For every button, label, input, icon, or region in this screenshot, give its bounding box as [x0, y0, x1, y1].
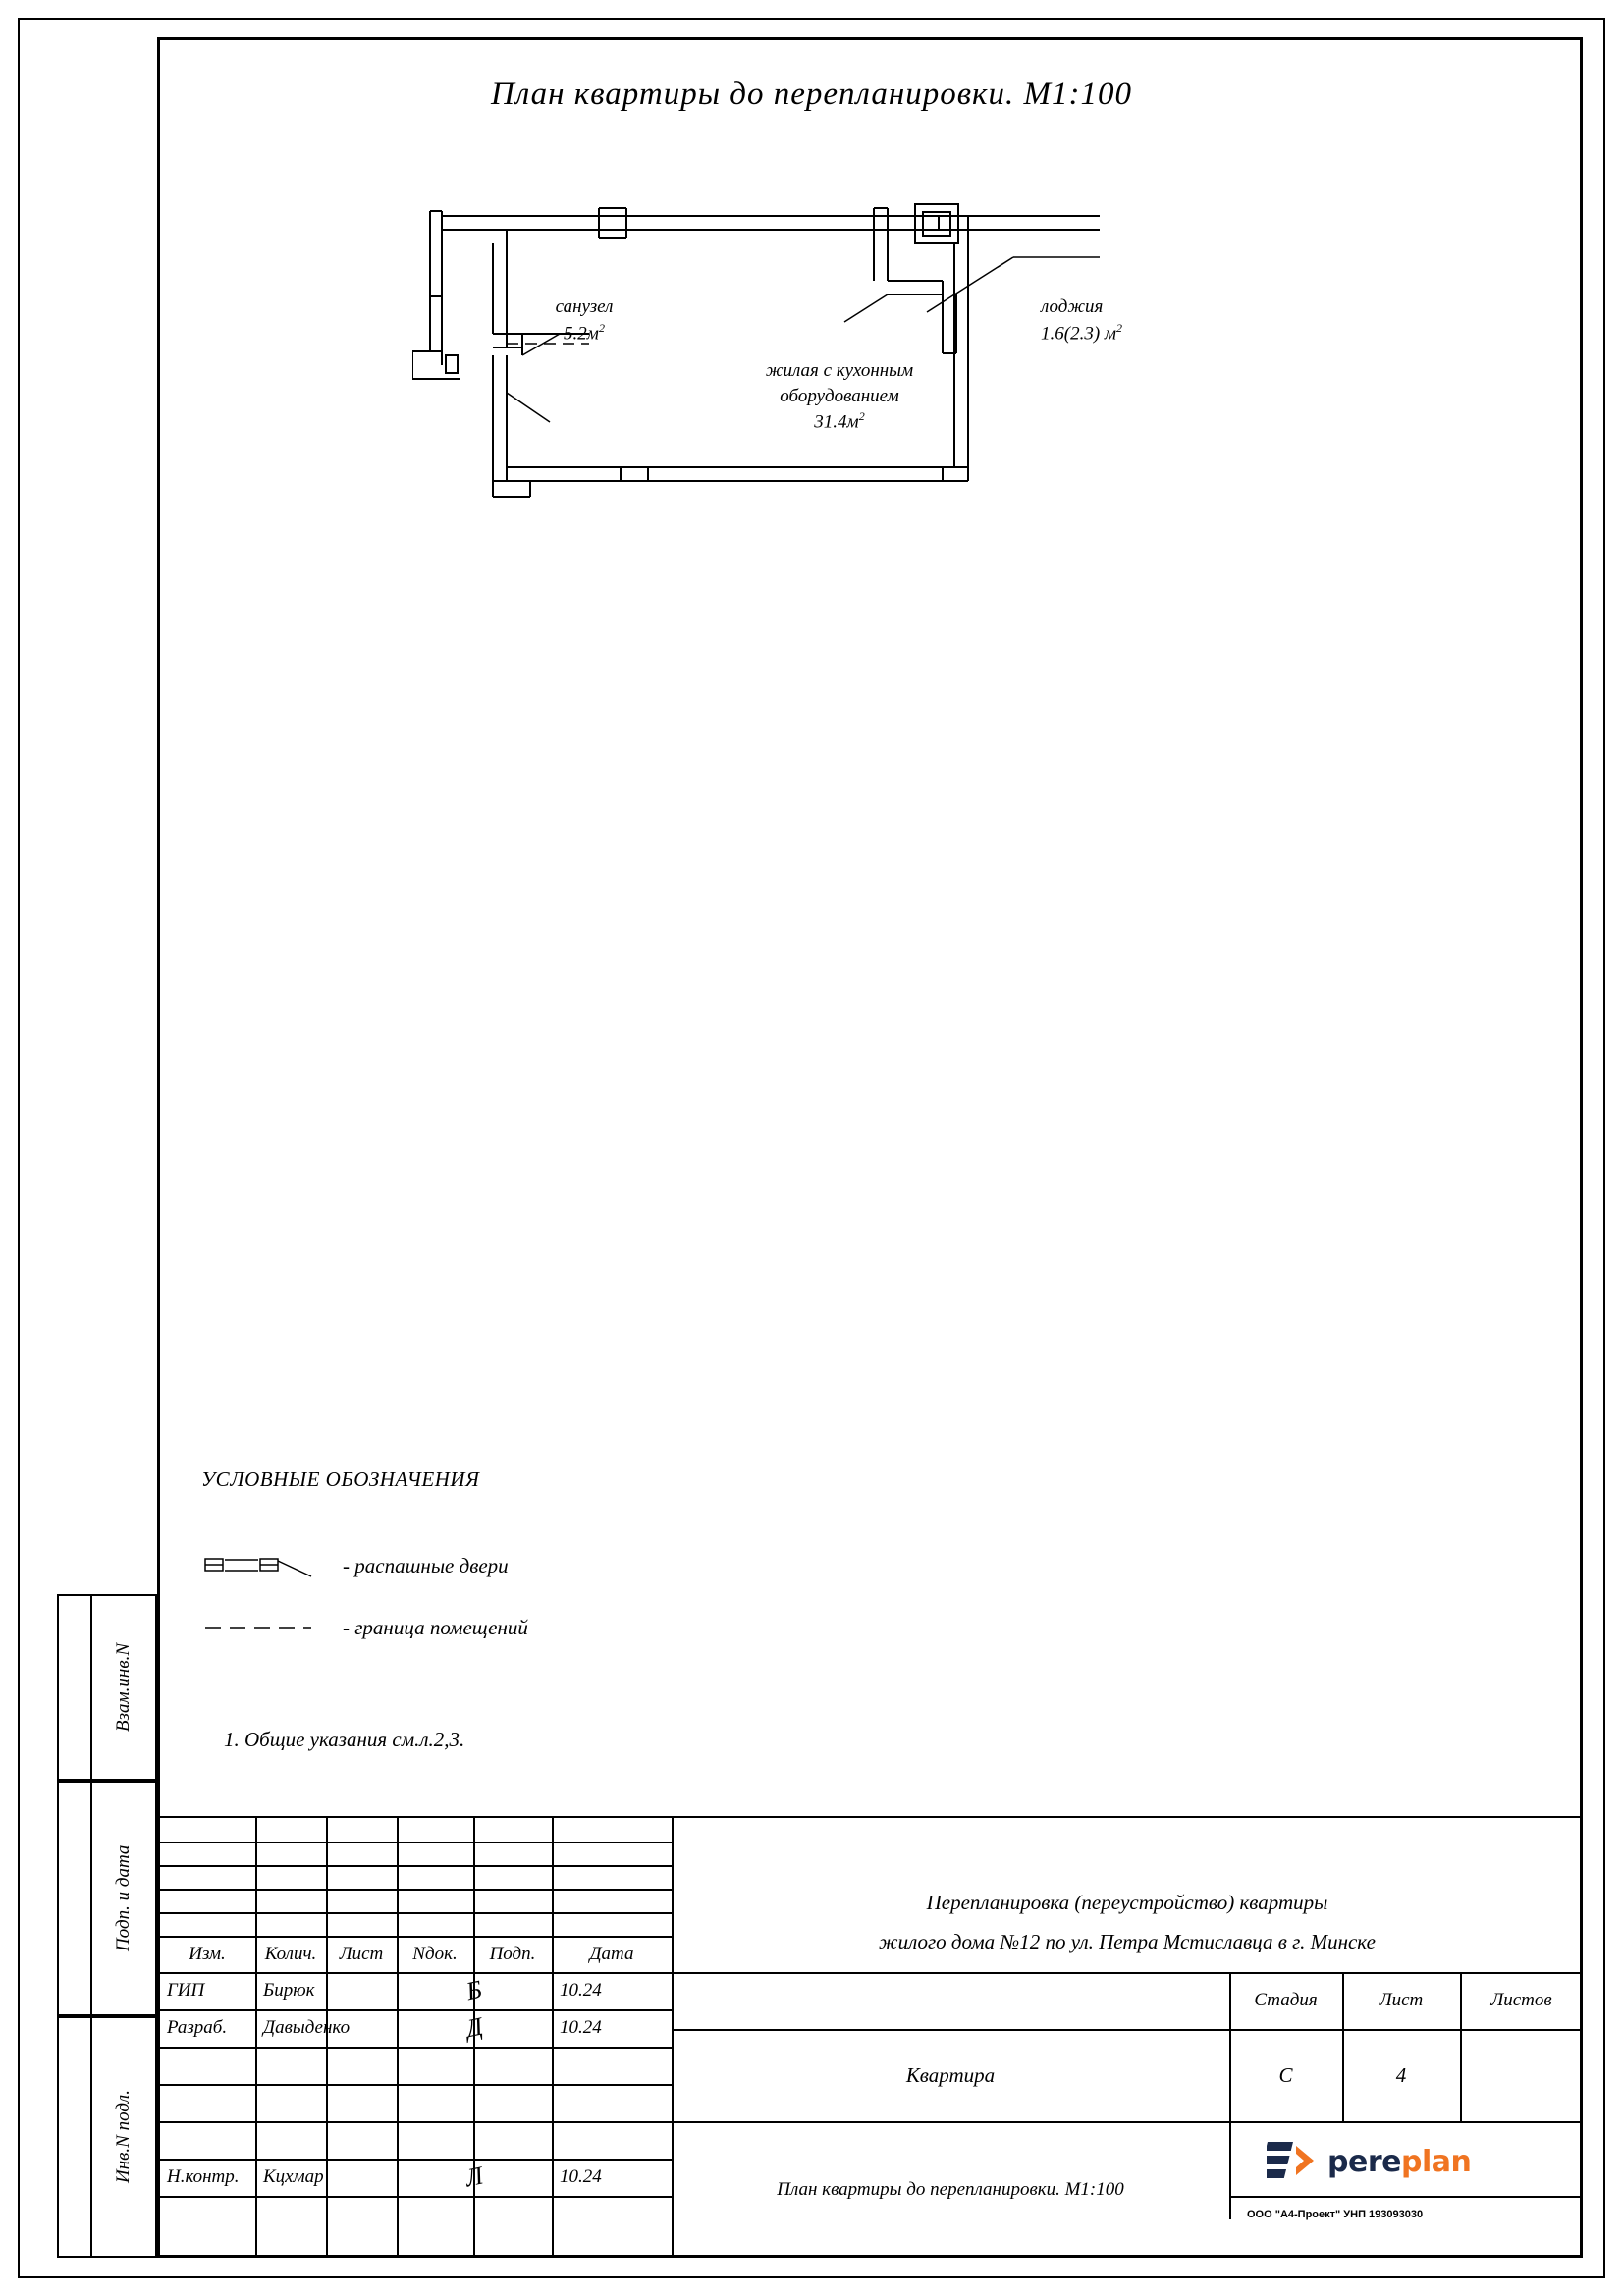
company-legal-info: ООО "А4-Проект" УНП 193093030 [1247, 2209, 1424, 2220]
tb-hline-2 [159, 1865, 672, 1867]
tb-r-hline-4 [1229, 2196, 1583, 2198]
tb-header-data: Дата [589, 1943, 634, 1964]
room-label-living: жилая с кухонным оборудованием $31.4м^2$ [765, 360, 914, 433]
side-stamp-podp [57, 1781, 157, 2016]
side-label-podp: Подп. и дата [113, 1844, 134, 1952]
legend-title: УСЛОВНЫЕ ОБОЗНАЧЕНИЯ [201, 1468, 480, 1491]
logo-text-pere: pere [1327, 2144, 1401, 2179]
room-area-bathroom: 5.2м [564, 322, 599, 344]
room-label-bathroom: санузел $5.2м^2$ [555, 296, 614, 344]
legend-item-doors [201, 1546, 509, 1585]
title-block [157, 1816, 1583, 2258]
tb-object: Квартира [905, 2062, 996, 2087]
tb-sheet-title: План квартиры до перепланировки. М1:100 [777, 2178, 1124, 2200]
tb-date-razrab: 10.24 [560, 2017, 602, 2038]
room-label-loggia: лоджия 1.6(2.3) $м^2$ [1041, 296, 1123, 344]
tb-name-razrab: Давыденко [263, 2017, 351, 2038]
floor-plan [412, 187, 1276, 697]
swing-door-icon [201, 1551, 329, 1580]
tb-header-izm: Изм. [189, 1943, 226, 1964]
logo-text-plan: plan [1400, 2144, 1472, 2179]
tb-sheet-value: 4 [1395, 2062, 1407, 2087]
room-area-loggia: 1.6(2.3) м [1041, 322, 1117, 344]
tb-role-razrab: Разраб. [167, 2017, 228, 2038]
tb-sheets-label: Листов [1490, 1990, 1552, 2010]
room-area-living: 31.4м [814, 411, 859, 433]
tb-hline-4 [159, 1912, 672, 1914]
side-label-inv: Инв.N подл. [113, 2090, 134, 2184]
room-name-loggia: лоджия [1041, 296, 1104, 317]
tb-hline-r3 [159, 2084, 672, 2086]
side-stamp-inv [57, 2016, 157, 2258]
floor-plan-svg [412, 187, 1276, 697]
legend-item-boundary [201, 1608, 528, 1647]
tb-header-list: Лист [339, 1943, 384, 1964]
room-name-living-1: жилая с кухонным [765, 360, 914, 381]
dashed-line-icon [201, 1613, 329, 1642]
tb-date-nkontr: 10.24 [560, 2166, 602, 2187]
tb-hline-r4 [159, 2121, 672, 2123]
room-name-living-2: оборудованием [780, 385, 899, 406]
tb-stage-value: С [1278, 2062, 1293, 2087]
side-stamp-vzam [57, 1594, 157, 1781]
legend-label-boundary: - граница помещений [343, 1615, 528, 1639]
tb-hline-1 [159, 1842, 672, 1843]
tb-hline-3 [159, 1889, 672, 1891]
pereplan-mark-icon [1267, 2138, 1320, 2185]
tb-header-kolich: Колич. [264, 1943, 317, 1964]
page-title: План квартиры до перепланировки. М1:100 [491, 77, 1132, 112]
tb-sign-gip: Б [463, 1974, 485, 2006]
tb-name-gip: Бирюк [263, 1980, 315, 2001]
tb-sheet-label: Лист [1379, 1990, 1424, 2010]
tb-role-nkontr: Н.контр. [167, 2166, 240, 2187]
tb-project-line1: Перепланировка (переустройство) квартиры [926, 1890, 1328, 1914]
tb-project-line2: жилого дома №12 по ул. Петра Мстиславца в г. Минске [879, 1929, 1376, 1953]
tb-date-gip: 10.24 [560, 1980, 602, 2001]
tb-sign-razrab: Д [462, 2011, 485, 2044]
tb-name-nkontr: Кцхмар [263, 2166, 324, 2187]
general-note: 1. Общие указания см.л.2,3. [224, 1728, 465, 1751]
tb-stage-label: Стадия [1254, 1990, 1318, 2010]
tb-sign-nkontr: Л [462, 2161, 486, 2193]
logo-wordmark [1327, 2145, 1471, 2179]
room-name-bathroom: санузел [555, 296, 614, 317]
legend-label-doors: - распашные двери [343, 1553, 509, 1577]
tb-header-podp: Подп. [489, 1943, 536, 1964]
side-label-vzam: Взам.инв.N [113, 1643, 134, 1732]
tb-role-gip: ГИП [167, 1980, 205, 2001]
company-logo [1267, 2138, 1471, 2185]
tb-header-ndok: Nдок. [412, 1943, 458, 1964]
tb-sheets-value [1460, 2029, 1583, 2121]
